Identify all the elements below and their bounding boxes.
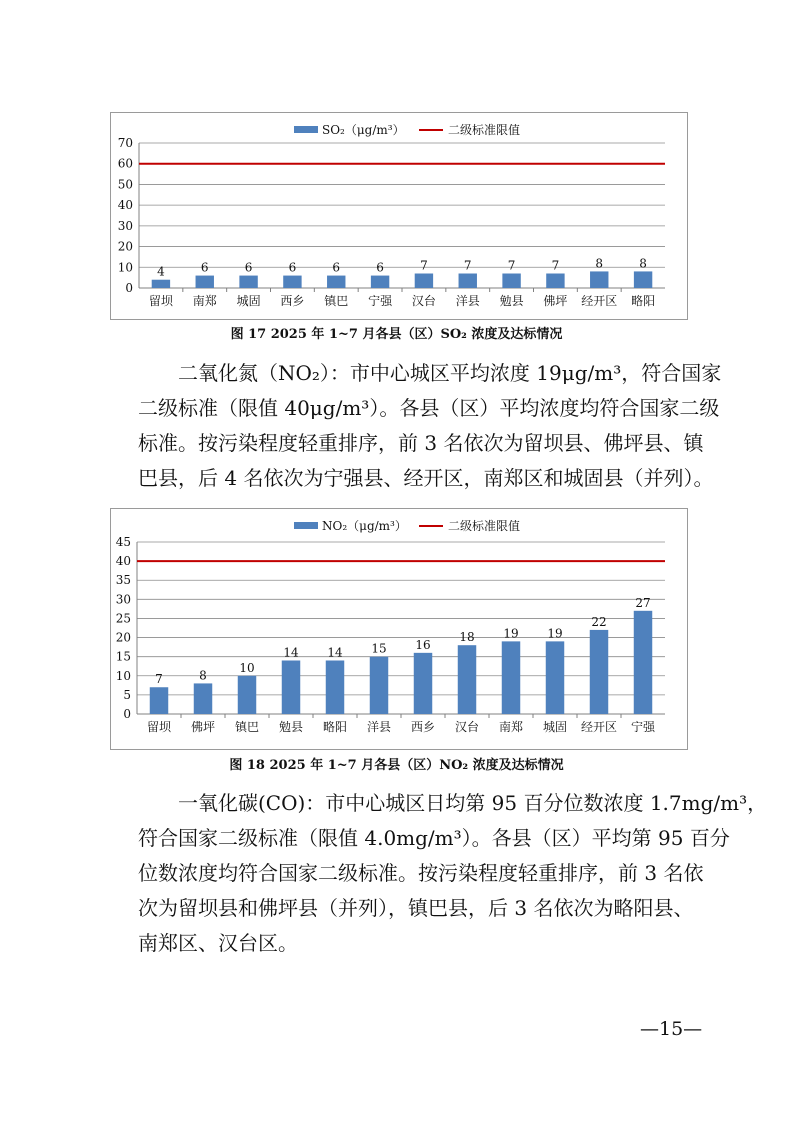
bar bbox=[546, 641, 564, 714]
x-tick-label: 经开区 bbox=[581, 294, 618, 308]
x-tick-label: 洋县 bbox=[366, 720, 392, 734]
x-tick-label: 城固 bbox=[236, 294, 261, 308]
x-tick-label: 南郑 bbox=[192, 294, 217, 308]
x-tick-label: 勉县 bbox=[278, 720, 304, 734]
bar bbox=[415, 274, 433, 289]
bar bbox=[194, 683, 212, 714]
data-label: 19 bbox=[503, 626, 519, 641]
data-label: 7 bbox=[155, 672, 163, 687]
bar bbox=[634, 271, 652, 288]
data-label: 6 bbox=[288, 260, 297, 275]
paragraph-line: 二氧化氮（NO₂）：市中心城区平均浓度 19μg/m³，符合国家 bbox=[178, 361, 722, 385]
x-tick-label: 留坝 bbox=[146, 720, 172, 734]
x-tick-label: 镇巴 bbox=[324, 294, 349, 308]
y-tick-label: 5 bbox=[123, 687, 131, 702]
bar bbox=[282, 660, 300, 714]
y-tick-label: 20 bbox=[115, 630, 131, 645]
bar bbox=[459, 274, 477, 289]
x-tick-label: 南郑 bbox=[498, 720, 524, 734]
y-tick-label: 0 bbox=[123, 707, 131, 721]
bar bbox=[502, 641, 520, 714]
bar bbox=[370, 657, 388, 714]
data-label: 4 bbox=[157, 264, 165, 279]
x-tick-label: 洋县 bbox=[455, 294, 480, 308]
so2-chart-svg bbox=[111, 113, 687, 319]
paragraph-line: 标准。按污染程度轻重排序，前 3 名依次为留坝县、佛坪县、镇 bbox=[138, 431, 704, 455]
x-tick-label: 汉台 bbox=[411, 294, 436, 308]
data-label: 18 bbox=[459, 630, 475, 645]
bar bbox=[196, 276, 214, 288]
paragraph-line: 位数浓度均符合国家二级标准。按污染程度轻重排序，前 3 名依 bbox=[138, 861, 704, 885]
data-label: 8 bbox=[595, 256, 604, 271]
bar bbox=[239, 276, 257, 288]
x-tick-label: 西乡 bbox=[280, 294, 305, 308]
data-label: 6 bbox=[376, 260, 384, 275]
bar bbox=[326, 660, 344, 714]
no2-paragraph bbox=[138, 356, 722, 496]
bar bbox=[590, 271, 608, 288]
data-label: 7 bbox=[551, 258, 560, 273]
legend-bar-swatch bbox=[294, 522, 318, 529]
bar bbox=[150, 687, 168, 714]
x-tick-label: 西乡 bbox=[410, 720, 436, 734]
data-label: 16 bbox=[415, 637, 431, 652]
data-label: 15 bbox=[371, 641, 387, 656]
figure-17-caption: 图 17 2025 年 1~7 月各县（区）SO₂ 浓度及达标情况 bbox=[230, 327, 563, 342]
data-label: 27 bbox=[635, 595, 651, 610]
data-label: 7 bbox=[463, 258, 472, 273]
paragraph-line: 南郑区、汉台区。 bbox=[138, 931, 298, 955]
data-label: 22 bbox=[591, 614, 607, 629]
bar bbox=[327, 276, 345, 288]
y-tick-label: 30 bbox=[117, 218, 133, 233]
data-label: 19 bbox=[547, 626, 563, 641]
legend-bar-swatch bbox=[294, 126, 318, 133]
data-label: 6 bbox=[244, 260, 253, 275]
data-label: 10 bbox=[239, 660, 255, 675]
bar bbox=[590, 630, 608, 714]
paragraph-line: 巴县，后 4 名依次为宁强县、经开区，南郑区和城固县（并列）。 bbox=[138, 466, 714, 490]
no2-chart bbox=[110, 508, 688, 750]
y-tick-label: 40 bbox=[117, 198, 133, 213]
x-tick-label: 宁强 bbox=[368, 294, 393, 308]
x-tick-label: 略阳 bbox=[631, 294, 656, 308]
data-label: 8 bbox=[639, 256, 647, 271]
bar bbox=[546, 274, 564, 289]
data-label: 14 bbox=[283, 645, 299, 660]
bar bbox=[502, 274, 520, 289]
legend-bar-label: SO₂（μg/m³） bbox=[322, 123, 405, 137]
page-number: —15— bbox=[640, 1018, 703, 1040]
x-tick-label: 留坝 bbox=[148, 294, 173, 308]
y-tick-label: 30 bbox=[115, 592, 131, 607]
y-tick-label: 15 bbox=[115, 649, 131, 664]
bar bbox=[634, 611, 652, 714]
bar bbox=[152, 280, 170, 288]
x-tick-label: 宁强 bbox=[630, 720, 656, 734]
paragraph-line: 次为留坝县和佛坪县（并列），镇巴县，后 3 名依次为略阳县、 bbox=[138, 896, 694, 920]
legend-line-label: 二级标准限值 bbox=[448, 123, 521, 137]
y-tick-label: 40 bbox=[115, 554, 131, 569]
paragraph-line: 一氧化碳(CO)：市中心城区日均第 95 百分位数浓度 1.7mg/m³， bbox=[178, 791, 768, 815]
bar bbox=[458, 645, 476, 714]
y-tick-label: 60 bbox=[117, 156, 133, 171]
x-tick-label: 经开区 bbox=[580, 720, 618, 734]
bar bbox=[371, 276, 389, 288]
y-tick-label: 10 bbox=[117, 260, 133, 275]
x-tick-label: 镇巴 bbox=[234, 720, 260, 734]
data-label: 7 bbox=[507, 258, 516, 273]
y-tick-label: 35 bbox=[115, 573, 131, 588]
paragraph-line: 符合国家二级标准（限值 4.0mg/m³）。各县（区）平均第 95 百分 bbox=[138, 826, 730, 850]
x-tick-label: 佛坪 bbox=[543, 294, 568, 308]
x-tick-label: 城固 bbox=[542, 720, 568, 734]
data-label: 14 bbox=[327, 645, 343, 660]
data-label: 7 bbox=[420, 258, 428, 273]
so2-chart bbox=[110, 112, 688, 320]
bar bbox=[283, 276, 301, 288]
y-tick-label: 20 bbox=[117, 239, 133, 254]
legend-line-label: 二级标准限值 bbox=[448, 519, 521, 533]
x-tick-label: 勉县 bbox=[499, 294, 524, 308]
x-tick-label: 佛坪 bbox=[190, 720, 216, 734]
x-tick-label: 汉台 bbox=[454, 720, 480, 734]
no2-chart-svg bbox=[111, 509, 687, 749]
data-label: 8 bbox=[199, 668, 207, 683]
x-tick-label: 略阳 bbox=[322, 720, 348, 734]
co-paragraph bbox=[138, 786, 768, 961]
y-tick-label: 70 bbox=[117, 136, 133, 150]
data-label: 6 bbox=[332, 260, 341, 275]
y-tick-label: 10 bbox=[115, 668, 131, 683]
y-tick-label: 0 bbox=[125, 281, 133, 295]
y-tick-label: 25 bbox=[115, 611, 131, 626]
bar bbox=[238, 676, 256, 714]
data-label: 6 bbox=[200, 260, 209, 275]
paragraph-line: 二级标准（限值 40μg/m³）。各县（区）平均浓度均符合国家二级 bbox=[138, 396, 720, 420]
figure-18-caption: 图 18 2025 年 1~7 月各县（区）NO₂ 浓度及达标情况 bbox=[229, 758, 564, 773]
y-tick-label: 50 bbox=[117, 177, 133, 192]
y-tick-label: 45 bbox=[115, 535, 131, 549]
legend-bar-label: NO₂（μg/m³） bbox=[322, 519, 407, 533]
bar bbox=[414, 653, 432, 714]
